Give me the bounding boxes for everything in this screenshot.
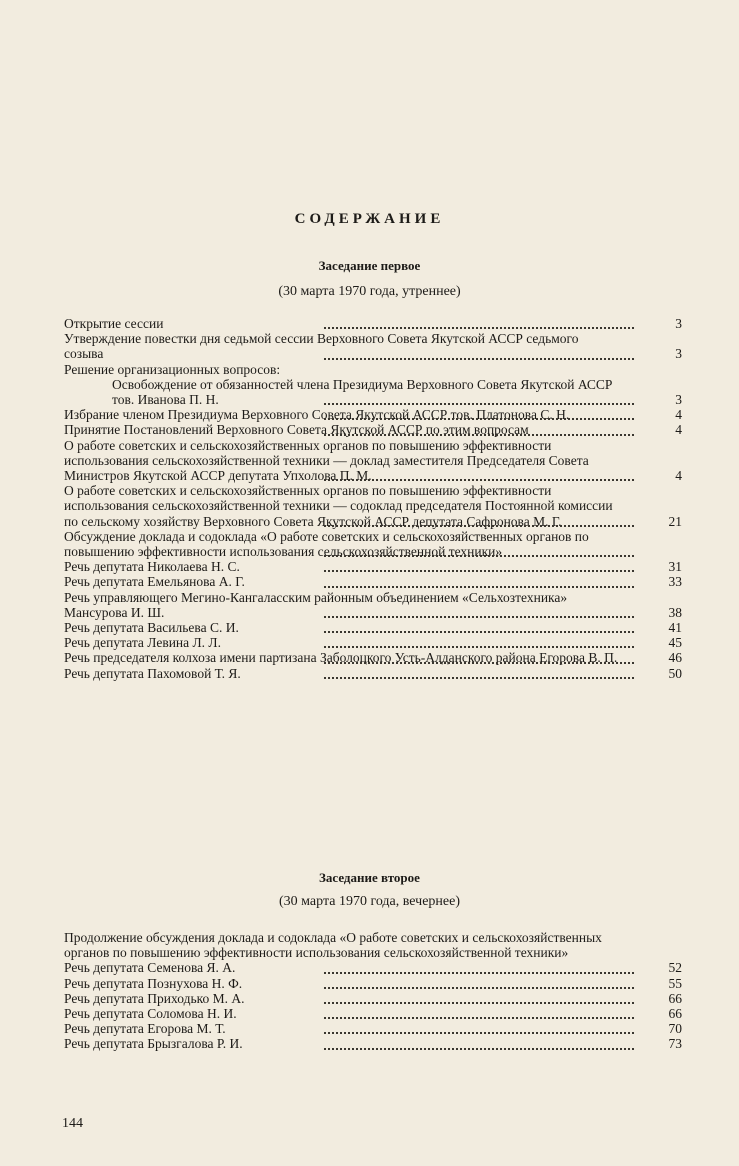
toc-entry-text: Освобождение от обязанностей члена Президиума Верховного Совета Якутской АССР тов. Иванова П. Н.: [112, 376, 613, 408]
dot-leader: [324, 552, 634, 557]
toc-entry: [64, 1006, 684, 1021]
dot-leader: [324, 355, 634, 360]
session2-title: Заседание второе: [319, 870, 420, 885]
toc-entry: [64, 331, 684, 361]
toc-entry: [64, 650, 684, 665]
toc-entry-text: Речь депутата Пахомовой Т. Я.: [64, 665, 241, 681]
toc-entry-text: Продолжение обсуждения доклада и содоклада «О работе советских и сельскохозяйственных органов по повышению эффективности использования сельскохозяйственной техники»: [64, 930, 602, 961]
toc-entry: [64, 377, 684, 407]
toc-page-number: 4: [675, 407, 682, 423]
dot-leader: [324, 674, 634, 679]
toc-entry-text: Речь депутата Соломова Н. И.: [64, 1006, 237, 1022]
dot-leader: [324, 1029, 634, 1034]
toc-page-number: 4: [675, 422, 682, 438]
toc-page-number: 73: [668, 1036, 682, 1052]
session1-date: (30 марта 1970 года, утреннее): [278, 284, 461, 299]
toc-page-number: 31: [668, 559, 682, 575]
dot-leader: [324, 324, 634, 329]
toc-entry: [64, 666, 684, 681]
toc-page-number: 3: [675, 346, 682, 362]
toc-entry-text: Обсуждение доклада и содоклада «О работе советских и сельскохозяйственных органов по повышению эффективности использования сельскохозяйственной техники»: [64, 528, 589, 560]
dot-leader: [324, 643, 634, 648]
toc-entry: [64, 960, 684, 975]
page-number: 144: [62, 1116, 83, 1131]
dot-leader: [324, 999, 634, 1004]
toc-page-number: 66: [668, 990, 682, 1006]
dot-leader: [324, 984, 634, 989]
dot-leader: [324, 613, 634, 618]
toc-entry-text: Речь депутата Приходько М. А.: [64, 990, 245, 1006]
dot-leader: [324, 431, 634, 436]
toc-entry-text: Речь депутата Познухова Н. Ф.: [64, 975, 243, 991]
dot-leader: [324, 583, 634, 588]
toc-entry-text: Речь председателя колхоза имени партизана Заболоцкого Усть-Алданского района Егорова В. П.: [64, 650, 618, 666]
toc-entry-text: О работе советских и сельскохозяйственных органов по повышению эффективности использования сельскохозяйственной техники — доклад заместителя Председателя Совета Министров Якутской АССР депутата Упхолова П. М.: [64, 437, 589, 484]
toc-entry-text: Речь депутата Семенова Я. А.: [64, 960, 236, 976]
toc-page-number: 55: [668, 975, 682, 991]
toc-entry-text: Речь депутата Николаева Н. С.: [64, 559, 240, 575]
toc-entry-text: Речь управляющего Мегино-Кангаласским районным объединением «Сельхозтехника» Мансурова И. Ш.: [64, 589, 568, 620]
toc-entry: [64, 407, 684, 422]
session1-toc: [64, 316, 684, 681]
toc-page-number: 46: [668, 650, 682, 666]
dot-leader: [324, 522, 634, 527]
toc-page-number: 70: [668, 1021, 682, 1037]
session2-toc: [64, 930, 684, 1052]
session1-title: Заседание первое: [318, 258, 421, 273]
toc-entry: [64, 559, 684, 574]
toc-entry-text: Решение организационных вопросов:: [64, 361, 281, 377]
toc-page-number: 3: [675, 392, 682, 408]
toc-entry-text: Речь депутата Левина Л. Л.: [64, 635, 221, 651]
toc-entry-text: Открытие сессии: [64, 316, 164, 331]
toc-entry: [64, 930, 684, 960]
dot-leader: [324, 400, 634, 405]
toc-entry: [64, 362, 684, 377]
toc-entry-text: Избрание членом Президиума Верховного Совета Якутской АССР тов. Платонова С. Н.: [64, 407, 570, 423]
dot-leader: [324, 1014, 634, 1019]
toc-entry: [64, 483, 684, 529]
dot-leader: [324, 567, 634, 572]
toc-entry-text: О работе советских и сельскохозяйственных органов по повышению эффективности использования сельскохозяйственной техники — содоклад председателя Постоянной комиссии по сельскому хозяйству Верховного Совета Якутской АССР депутата Сафронова М. Г.: [64, 483, 613, 529]
toc-entry: [64, 1021, 684, 1036]
toc-entry-text: Речь депутата Егорова М. Т.: [64, 1021, 226, 1037]
toc-entry-text: Принятие Постановлений Верховного Совета Якутской АССР по этим вопросам: [64, 422, 529, 438]
toc-entry: [64, 316, 684, 331]
toc-entry: [64, 1036, 684, 1051]
toc-entry-text: Речь депутата Емельянова А. Г.: [64, 574, 245, 590]
toc-entry: [64, 422, 684, 437]
toc-entry: [64, 574, 684, 589]
dot-leader: [324, 628, 634, 633]
toc-entry: [64, 529, 684, 559]
toc-page-number: 66: [668, 1006, 682, 1022]
toc-page-number: 52: [668, 960, 682, 976]
toc-page-number: 21: [668, 513, 682, 529]
toc-page-number: 50: [668, 665, 682, 681]
dot-leader: [324, 476, 634, 481]
toc-entry-text: Утверждение повестки дня седьмой сессии Верховного Совета Якутской АССР седьмого созыва: [64, 331, 579, 362]
page-title: СОДЕРЖАНИЕ: [294, 211, 445, 227]
toc-entry: [64, 590, 684, 620]
toc-entry: [64, 976, 684, 991]
dot-leader: [324, 1045, 634, 1050]
dot-leader: [324, 659, 634, 664]
dot-leader: [324, 415, 634, 420]
toc-page-number: 41: [668, 620, 682, 636]
toc-entry: [64, 620, 684, 635]
toc-page-number: 45: [668, 635, 682, 651]
toc-page-number: 4: [675, 468, 682, 484]
toc-entry-text: Речь депутата Брызгалова Р. И.: [64, 1036, 243, 1052]
toc-page-number: 33: [668, 574, 682, 590]
dot-leader: [324, 969, 634, 974]
toc-page-number: 38: [668, 604, 682, 620]
toc-page-number: 3: [675, 316, 682, 331]
toc-entry: [64, 438, 684, 484]
toc-entry: [64, 991, 684, 1006]
toc-entry-text: Речь депутата Васильева С. И.: [64, 620, 239, 636]
session2-date: (30 марта 1970 года, вечернее): [278, 894, 460, 909]
toc-entry: [64, 635, 684, 650]
